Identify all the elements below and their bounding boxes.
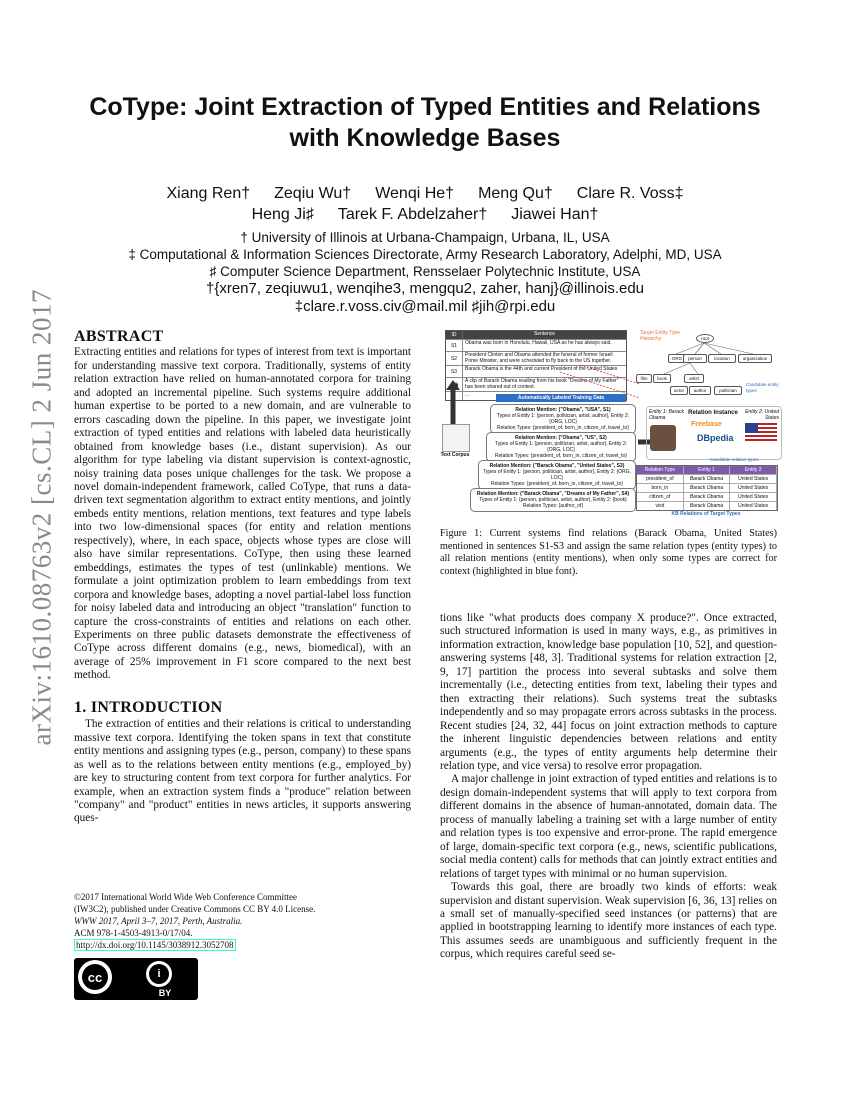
dashed-link bbox=[580, 365, 640, 384]
footnote-line: WWW 2017, April 3–7, 2017, Perth, Australia. bbox=[74, 916, 243, 926]
kb-cell: United States bbox=[730, 493, 777, 501]
authors-row-2 bbox=[60, 206, 790, 224]
portrait-image bbox=[650, 425, 676, 451]
title-line-2: with Knowledge Bases bbox=[289, 124, 561, 152]
doi-link[interactable]: http://dx.doi.org/10.1145/3038912.3052708 bbox=[76, 940, 234, 950]
mention-relations: Relation Types: {president_of, born_in, citizen_of, travel_to} bbox=[491, 481, 623, 487]
cc-by-license-badge[interactable] bbox=[74, 958, 198, 1000]
hierarchy-node: author bbox=[689, 386, 711, 395]
sentence-id: S3 bbox=[446, 366, 463, 377]
intro-paragraph: The extraction of entities and their relations is critical to understanding massive text corpora. Identifying the token spans in text that constitute entity mentions and assigning types (e.g., person, company) to these spans as well as to the relations between entity mentions (e.g., employed_by) are key to structuring content from text corpora for further analytics. For example, when an extraction system finds a "produce" relation between "company" and "product" entities in news articles, it supports answering ques- bbox=[74, 718, 411, 825]
hierarchy-label: Target Entity Type Hierarchy bbox=[640, 330, 680, 342]
email-line: †{xren7, zeqiuwu1, wenqihe3, mengqu2, zaher, hanj}@illinois.edu bbox=[205, 280, 645, 297]
mention-types: Types of Entity 1: {person, politician, artist, author}, Entity 2: {ORG, LOC} bbox=[496, 413, 629, 425]
mention-relations: Relation Types: {president_of, born_in, citizen_of, travel_to} bbox=[497, 425, 629, 431]
author: Meng Qu† bbox=[478, 185, 553, 202]
kb-cell: United States bbox=[730, 502, 777, 510]
author: Zeqiu Wu† bbox=[274, 185, 352, 202]
arxiv-stamp: arXiv:1610.08763v2 [cs.CL] 2 Jun 2017 bbox=[26, 289, 57, 746]
hierarchy-node: book bbox=[653, 374, 671, 383]
candidate-relation-label: Candidate relation types bbox=[710, 457, 759, 462]
affiliations bbox=[60, 229, 790, 316]
hierarchy-node: politician bbox=[714, 386, 742, 395]
auto-label-bar: Automatically Labeled Training Data bbox=[496, 394, 626, 402]
abstract-heading: ABSTRACT bbox=[74, 328, 164, 345]
us-flag-image bbox=[745, 423, 777, 443]
kb-header: Relation Type bbox=[637, 466, 684, 474]
cc-icon: cc bbox=[78, 960, 112, 994]
hierarchy-node: organization bbox=[738, 354, 772, 363]
hierarchy-node: location bbox=[708, 354, 736, 363]
kb-cell: Barack Obama bbox=[684, 484, 731, 492]
author: Heng Ji♯ bbox=[251, 206, 314, 223]
relation-instance-label: Relation Instance bbox=[688, 410, 738, 416]
sentence-text: Barack Obama is the 44th and current President of the United States bbox=[465, 366, 618, 372]
kb-header: Entity 1 bbox=[684, 466, 731, 474]
affiliation: † University of Illinois at Urbana-Champaign, Urbana, IL, USA bbox=[240, 230, 610, 245]
title-line-1: CoType: Joint Extraction of Typed Entities and Relations bbox=[89, 93, 761, 121]
hierarchy-node: root bbox=[696, 334, 714, 343]
author: Xiang Ren† bbox=[166, 185, 251, 202]
sentence-text: A clip of Barack Obama reading from his book "Dreams of My Father" has been shared out of context. bbox=[465, 378, 619, 390]
mention-title: Relation Mention: ("Barack Obama", "Dreams of My Father", S4) bbox=[476, 491, 630, 497]
freebase-logo: Freebase bbox=[691, 421, 722, 428]
kb-relations-table bbox=[636, 465, 778, 511]
mention-types: Types of Entity 1: {person, politician, artist, author}, Entity 2: {book} bbox=[479, 497, 627, 503]
sentence-text: Obama was born in Honolulu, Hawaii, USA as he has always said. bbox=[465, 340, 612, 346]
person-icon: i bbox=[146, 961, 172, 987]
author: Jiawei Han† bbox=[511, 206, 599, 223]
copyright-footnote bbox=[74, 891, 334, 951]
hierarchy-node: actor bbox=[670, 386, 688, 395]
table-header-id: ID bbox=[446, 331, 463, 339]
body-paragraph: A major challenge in joint extraction of typed entities and relations is to design domain-independent systems that will apply to text corpora from different domains in the absence of human-annotated, domain data. The process of manually labeling a training set with a large number of entity and relation types is too expensive and error-prone. The rapid emergence of large, domain-specific text corpora (e.g., news, scientific publications, social media content) calls for methods that can jointly extract entities and relations of target types with minimal or no human supervision. bbox=[440, 773, 777, 880]
email-line: ‡clare.r.voss.civ@mail.mil ♯jih@rpi.edu bbox=[294, 298, 556, 315]
footnote-line: ©2017 International World Wide Web Conference Committee bbox=[74, 892, 297, 902]
hierarchy-node: ORG bbox=[668, 354, 686, 363]
tree-edge bbox=[704, 343, 753, 354]
author: Tarek F. Abdelzaher† bbox=[337, 206, 488, 223]
author: Clare R. Voss‡ bbox=[576, 185, 684, 202]
kb-cell: citizen_of bbox=[637, 493, 684, 501]
kb-header: Entity 2 bbox=[730, 466, 777, 474]
body-paragraph: Towards this goal, there are broadly two kinds of efforts: weak supervision and distant supervision. Weak supervision [6, 36, 13] relies on a small set of manually-specified seed instances (or patterns) that are applied in bootstrapping learning to identify more instances of each type. This assumes seeds are unambiguous and sufficiently frequent in the corpus, which requires careful seed se- bbox=[440, 881, 777, 961]
footnote-line: ACM 978-1-4503-4913-0/17/04. bbox=[74, 928, 193, 938]
tree-edge bbox=[664, 363, 690, 374]
document-stack-icon bbox=[442, 424, 470, 452]
author: Wenqi He† bbox=[375, 185, 455, 202]
kb-cell: visit bbox=[637, 502, 684, 510]
affiliation: ♯ Computer Science Department, Rensselaer Polytechnic Institute, USA bbox=[209, 264, 641, 279]
text-corpus-label: Text Corpus bbox=[440, 452, 470, 458]
authors-row-1 bbox=[60, 185, 790, 203]
mention-box bbox=[470, 488, 636, 512]
kb-cell: United States bbox=[730, 484, 777, 492]
mention-relations: Relation Types: {president_of, born_in, citizen_of, travel_to} bbox=[495, 453, 627, 459]
mention-types: Types of Entity 1: {person, politician, artist, author}, Entity 2: {ORG, LOC} bbox=[483, 469, 631, 481]
mention-title: Relation Mention: ("Obama", "USA", S1) bbox=[515, 407, 611, 413]
hierarchy-node: person bbox=[683, 354, 707, 363]
kb-cell: president_of bbox=[637, 475, 684, 483]
left-column bbox=[74, 330, 411, 826]
affiliation: ‡ Computational & Information Sciences Directorate, Army Research Laboratory, Adelphi, MD, USA bbox=[128, 247, 722, 262]
kb-panel bbox=[646, 406, 782, 460]
kb-cell: Barack Obama bbox=[684, 493, 731, 501]
kb-cell: Barack Obama bbox=[684, 475, 731, 483]
sentence-id: S2 bbox=[446, 352, 463, 365]
figure-1 bbox=[440, 328, 780, 520]
mention-box bbox=[486, 432, 636, 462]
entity-1-label: Entity 1: Barack Obama bbox=[649, 409, 685, 421]
figure-caption: Figure 1: Current systems find relations (Barack Obama, United States) mentioned in sentences S1-S3 and assign the same relation types (entity types) to all relation mentions (entity mentions), when only some types are correct for context (highlighted in blue font). bbox=[440, 528, 777, 577]
sentence-text: President Clinton and Obama attended the funeral of former Israeli Prime Minister, and were scheduled to fly back to the US together. bbox=[465, 352, 613, 364]
kb-cell: Barack Obama bbox=[684, 502, 731, 510]
mention-box bbox=[478, 460, 636, 490]
mention-title: Relation Mention: ("Barack Obama", "United States", S3) bbox=[489, 463, 625, 469]
sentence-id: S1 bbox=[446, 340, 463, 351]
mention-relations: Relation Types: {author_of} bbox=[522, 503, 584, 509]
intro-heading: 1. INTRODUCTION bbox=[74, 698, 223, 716]
kb-cell: born_in bbox=[637, 484, 684, 492]
sentence-text: ... bbox=[465, 392, 470, 398]
dbpedia-logo: DBpedia bbox=[697, 433, 734, 443]
kb-caption: KB Relations of Target Types bbox=[671, 511, 741, 517]
table-header-sentence: Sentence bbox=[533, 331, 556, 337]
right-column bbox=[440, 612, 777, 962]
kb-cell: United States bbox=[730, 475, 777, 483]
cc-by-label: BY bbox=[158, 988, 172, 998]
arrow-up-shaft bbox=[453, 386, 458, 428]
candidate-entity-label: Candidate entity types bbox=[746, 382, 779, 393]
tree-edge bbox=[690, 363, 698, 374]
hierarchy-node: artist bbox=[684, 374, 704, 383]
hierarchy-node: film bbox=[636, 374, 652, 383]
entity-2-label: Entity 2: United States bbox=[745, 409, 779, 421]
abstract-text: Extracting entities and relations for types of interest from text is important for understanding massive text corpora. Traditionally, systems of entity relation extraction have relied on human-annotated corpora for training and adopted an incremental pipeline. Such systems require additional human expertise to be ported to a new domain, and are vulnerable to errors cascading down the pipeline. In this paper, we investigate joint extraction of typed entities and relations with labeled data heuristically obtained from knowledge bases (i.e., distant supervision). As our algorithm for type labeling via distant supervision is context-agnostic, noisy training data poses unique challenges for the task. We propose a novel domain-independent framework, called CoType, that runs a data-driven text segmentation algorithm to extract entity mentions, and jointly embeds entity mentions, relation mentions, text features and type labels into two low-dimensional spaces (for entity and relation mentions respectively), where, in each space, objects whose types are close will also have similar representations. CoType, then using these learned embeddings, estimates the types of test (unlinkable) mentions. We formulate a joint optimization problem to learn embeddings from text corpora and knowledge bases, adopting a novel partial-label loss function for noisy labeled data and introducing an object "translation" function to capture the cross-constraints of entities and relations on each other. Experiments on three public datasets demonstrate the effectiveness of CoType across different domains (e.g., news, biomedical), with an average of 25% improvement in F1 score compared to the next best method. bbox=[74, 346, 411, 682]
paper-title bbox=[60, 92, 790, 154]
mention-box bbox=[490, 404, 636, 434]
sentence-id: ... bbox=[446, 392, 463, 400]
body-paragraph: tions like "what products does company X produce?". Once extracted, such structured information is used in many ways, e.g., as primitives in information extraction, knowledge base population [10, 52], and question-answering systems [48, 3]. Traditional systems for relation extraction [2, 9, 17] partition the process into several subtasks and solve them incrementally (i.e., detecting entities from text, labeling their types and then extracting their relations). Such systems treat the subtasks independently and so may propagate errors across subtasks in the process. Recent studies [24, 32, 44] focus on joint extraction methods to capture the inherent linguistic dependencies between relations and entity arguments (e.g., the types of entity arguments help determine their relation type, and vice versa) to resolve error propagation. bbox=[440, 612, 777, 772]
footnote-line: (IW3C2), published under Creative Commons CC BY 4.0 License. bbox=[74, 904, 316, 914]
mention-types: Types of Entity 1: {person, politician, artist, author}, Entity 2: {ORG, LOC} bbox=[494, 441, 627, 453]
mention-title: Relation Mention: ("Obama", "US", S2) bbox=[515, 435, 607, 441]
